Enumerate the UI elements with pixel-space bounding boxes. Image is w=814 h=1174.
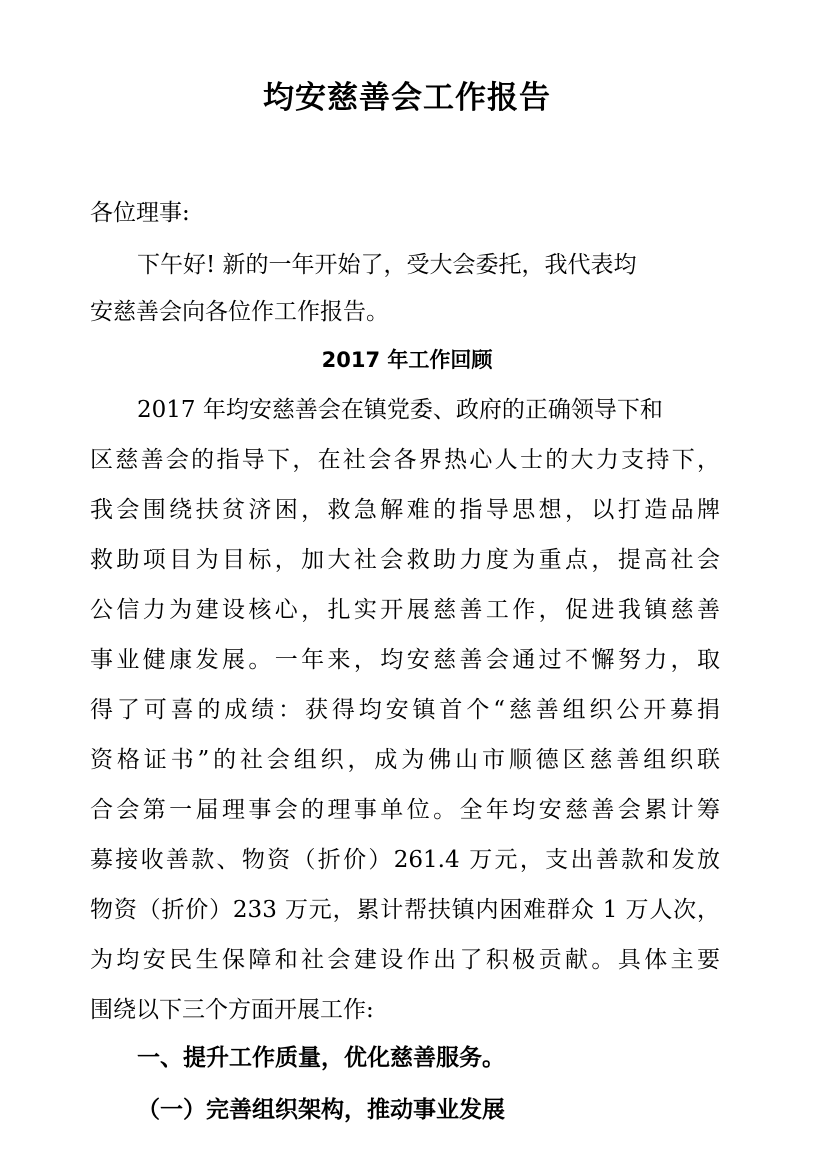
body-line: 区慈善会的指导下，在社会各界热心人士的大力支持下， xyxy=(90,447,720,473)
body-line: 募接收善款、物资（折价）261.4 万元，支出善款和发放 xyxy=(90,847,720,873)
heading-level-2: （一）完善组织架构，推动事业发展 xyxy=(137,1096,505,1123)
body-line: 救助项目为目标，加大社会救助力度为重点，提高社会 xyxy=(90,547,720,573)
body-line: 资格证书”的社会组织，成为佛山市顺德区慈善组织联 xyxy=(90,747,720,773)
body-line: 得了可喜的成绩：获得均安镇首个“慈善组织公开募捐 xyxy=(90,697,720,723)
heading-level-1: 一、提升工作质量，优化慈善服务。 xyxy=(137,1044,505,1071)
body-line: 为均安民生保障和社会建设作出了积极贡献。具体主要 xyxy=(90,947,720,973)
body-line: 围绕以下三个方面开展工作: xyxy=(90,997,374,1023)
salutation: 各位理事: xyxy=(90,200,190,226)
body-line: 事业健康发展。一年来，均安慈善会通过不懈努力，取 xyxy=(90,647,720,673)
body-line: 我会围绕扶贫济困，救急解难的指导思想，以打造品牌 xyxy=(90,497,720,523)
intro-line: 安慈善会向各位作工作报告。 xyxy=(90,299,389,325)
body-line: 公信力为建设核心，扎实开展慈善工作，促进我镇慈善 xyxy=(90,597,720,623)
intro-line: 下午好! 新的一年开始了，受大会委托，我代表均 xyxy=(137,252,637,278)
body-line: 2017 年均安慈善会在镇党委、政府的正确领导下和 xyxy=(137,397,663,423)
body-line: 合会第一届理事会的理事单位。全年均安慈善会累计筹 xyxy=(90,797,720,823)
body-line: 物资（折价）233 万元，累计帮扶镇内困难群众 1 万人次， xyxy=(90,897,720,923)
section-title: 2017 年工作回顾 xyxy=(321,348,493,372)
document-title: 均安慈善会工作报告 xyxy=(263,80,551,116)
